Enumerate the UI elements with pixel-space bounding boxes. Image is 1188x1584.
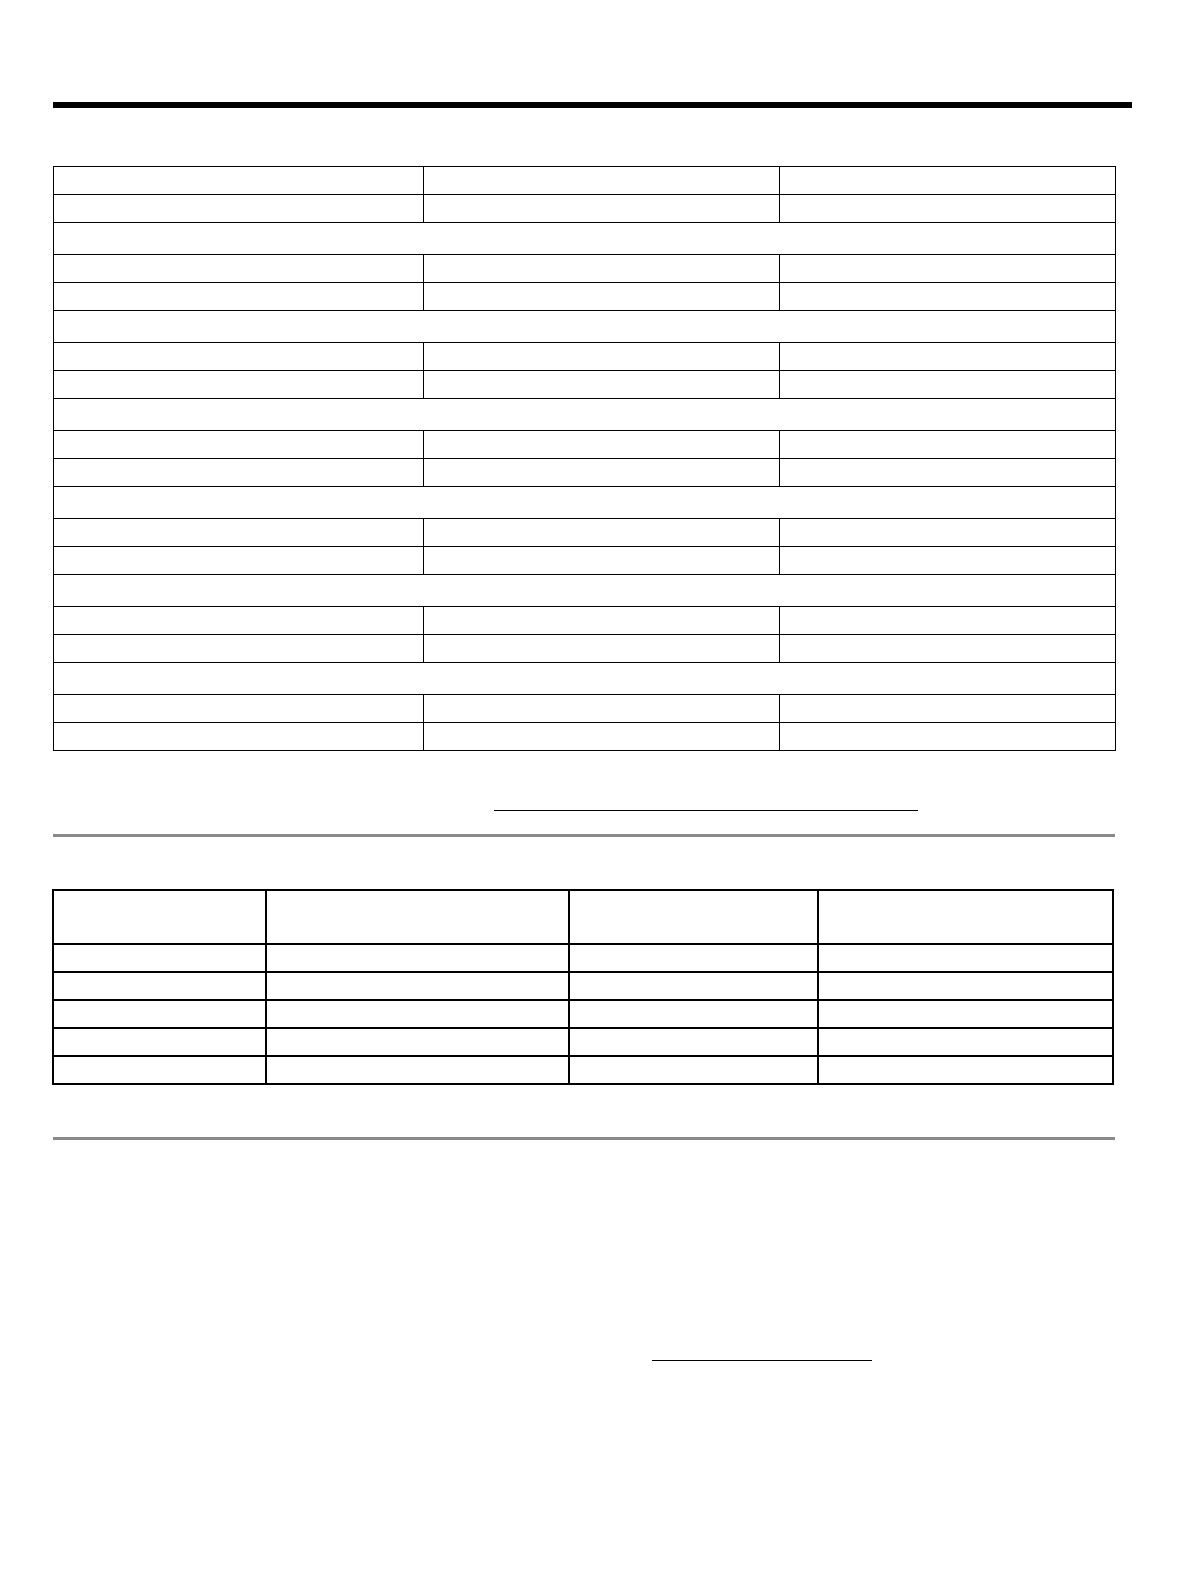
table-row: [53, 1028, 1113, 1056]
form-field-cell[interactable]: [53, 944, 266, 972]
form-field-cell[interactable]: [818, 944, 1113, 972]
section-band-cell: [54, 223, 1116, 255]
table-row: [53, 944, 1113, 972]
form-field-cell[interactable]: [780, 167, 1116, 195]
form-field-cell[interactable]: [54, 283, 424, 311]
form-field-cell[interactable]: [53, 1028, 266, 1056]
form-field-cell[interactable]: [266, 1056, 569, 1084]
form-field-cell[interactable]: [780, 519, 1116, 547]
form-field-cell[interactable]: [54, 167, 424, 195]
table-header-cell: [53, 890, 266, 944]
form-field-cell[interactable]: [424, 431, 780, 459]
table-row: [54, 371, 1116, 399]
form-field-cell[interactable]: [53, 1056, 266, 1084]
form-field-cell[interactable]: [424, 459, 780, 487]
table-row: [54, 343, 1116, 371]
form-field-cell[interactable]: [818, 972, 1113, 1000]
form-field-cell[interactable]: [780, 195, 1116, 223]
signature-line[interactable]: [494, 794, 918, 811]
form-field-cell[interactable]: [780, 371, 1116, 399]
form-field-cell[interactable]: [780, 635, 1116, 663]
table-row: [54, 283, 1116, 311]
form-field-cell[interactable]: [54, 607, 424, 635]
form-field-cell[interactable]: [780, 459, 1116, 487]
form-field-cell[interactable]: [569, 1000, 818, 1028]
section-band-row: [54, 487, 1116, 519]
table-row: [53, 1056, 1113, 1084]
section-band-cell: [54, 311, 1116, 343]
form-field-cell[interactable]: [818, 1056, 1113, 1084]
table-row: [53, 972, 1113, 1000]
form-field-cell[interactable]: [569, 972, 818, 1000]
section-band-cell: [54, 575, 1116, 607]
section-band-cell: [54, 663, 1116, 695]
table-row: [54, 723, 1116, 751]
section-band-row: [54, 663, 1116, 695]
form-field-cell[interactable]: [569, 1056, 818, 1084]
form-field-cell[interactable]: [54, 695, 424, 723]
form-field-cell[interactable]: [54, 519, 424, 547]
section-divider: [53, 834, 1115, 837]
form-field-cell[interactable]: [780, 547, 1116, 575]
section-band-cell: [54, 399, 1116, 431]
table-header-cell: [818, 890, 1113, 944]
form-field-cell[interactable]: [780, 607, 1116, 635]
form-field-cell[interactable]: [780, 255, 1116, 283]
form-table-1: [53, 166, 1116, 751]
form-field-cell[interactable]: [54, 431, 424, 459]
form-field-cell[interactable]: [54, 371, 424, 399]
form-field-cell[interactable]: [424, 283, 780, 311]
section-divider: [53, 1137, 1115, 1140]
form-field-cell[interactable]: [424, 371, 780, 399]
form-field-cell[interactable]: [424, 607, 780, 635]
table-header-cell: [569, 890, 818, 944]
table-header-cell: [266, 890, 569, 944]
table-row: [53, 1000, 1113, 1028]
signature-line-value: [494, 795, 506, 810]
form-field-cell[interactable]: [424, 635, 780, 663]
table-row: [54, 459, 1116, 487]
form-field-cell[interactable]: [780, 695, 1116, 723]
form-field-cell[interactable]: [54, 343, 424, 371]
form-field-cell[interactable]: [424, 723, 780, 751]
form-field-cell[interactable]: [424, 255, 780, 283]
form-field-cell[interactable]: [424, 195, 780, 223]
table-row: [54, 695, 1116, 723]
section-band-row: [54, 223, 1116, 255]
form-field-cell[interactable]: [424, 519, 780, 547]
form-field-cell[interactable]: [818, 1028, 1113, 1056]
form-field-cell[interactable]: [569, 1028, 818, 1056]
form-field-cell[interactable]: [54, 195, 424, 223]
table-row: [54, 255, 1116, 283]
form-field-cell[interactable]: [54, 459, 424, 487]
form-field-cell[interactable]: [53, 972, 266, 1000]
table-row: [54, 519, 1116, 547]
section-band-row: [54, 311, 1116, 343]
form-field-cell[interactable]: [424, 695, 780, 723]
form-field-cell[interactable]: [780, 431, 1116, 459]
form-field-cell[interactable]: [54, 723, 424, 751]
section-band-cell: [54, 487, 1116, 519]
signature-line[interactable]: [652, 1344, 872, 1361]
form-field-cell[interactable]: [424, 547, 780, 575]
form-field-cell[interactable]: [266, 1028, 569, 1056]
signature-line-value: [652, 1345, 664, 1360]
table-row: [54, 167, 1116, 195]
form-field-cell[interactable]: [54, 255, 424, 283]
form-field-cell[interactable]: [424, 167, 780, 195]
section-band-row: [54, 575, 1116, 607]
table-row: [54, 431, 1116, 459]
table-row: [54, 195, 1116, 223]
form-field-cell[interactable]: [780, 343, 1116, 371]
form-field-cell[interactable]: [54, 547, 424, 575]
table-row: [54, 635, 1116, 663]
table-row: [54, 547, 1116, 575]
form-field-cell[interactable]: [54, 635, 424, 663]
section-band-row: [54, 399, 1116, 431]
form-field-cell[interactable]: [569, 944, 818, 972]
form-field-cell[interactable]: [53, 1000, 266, 1028]
form-table-2: [52, 889, 1114, 1085]
form-field-cell[interactable]: [780, 283, 1116, 311]
form-field-cell[interactable]: [266, 972, 569, 1000]
form-field-cell[interactable]: [818, 1000, 1113, 1028]
table-row: [54, 607, 1116, 635]
form-field-cell[interactable]: [266, 944, 569, 972]
header-rule: [53, 102, 1132, 108]
form-field-cell[interactable]: [424, 343, 780, 371]
form-field-cell[interactable]: [780, 723, 1116, 751]
form-field-cell[interactable]: [266, 1000, 569, 1028]
